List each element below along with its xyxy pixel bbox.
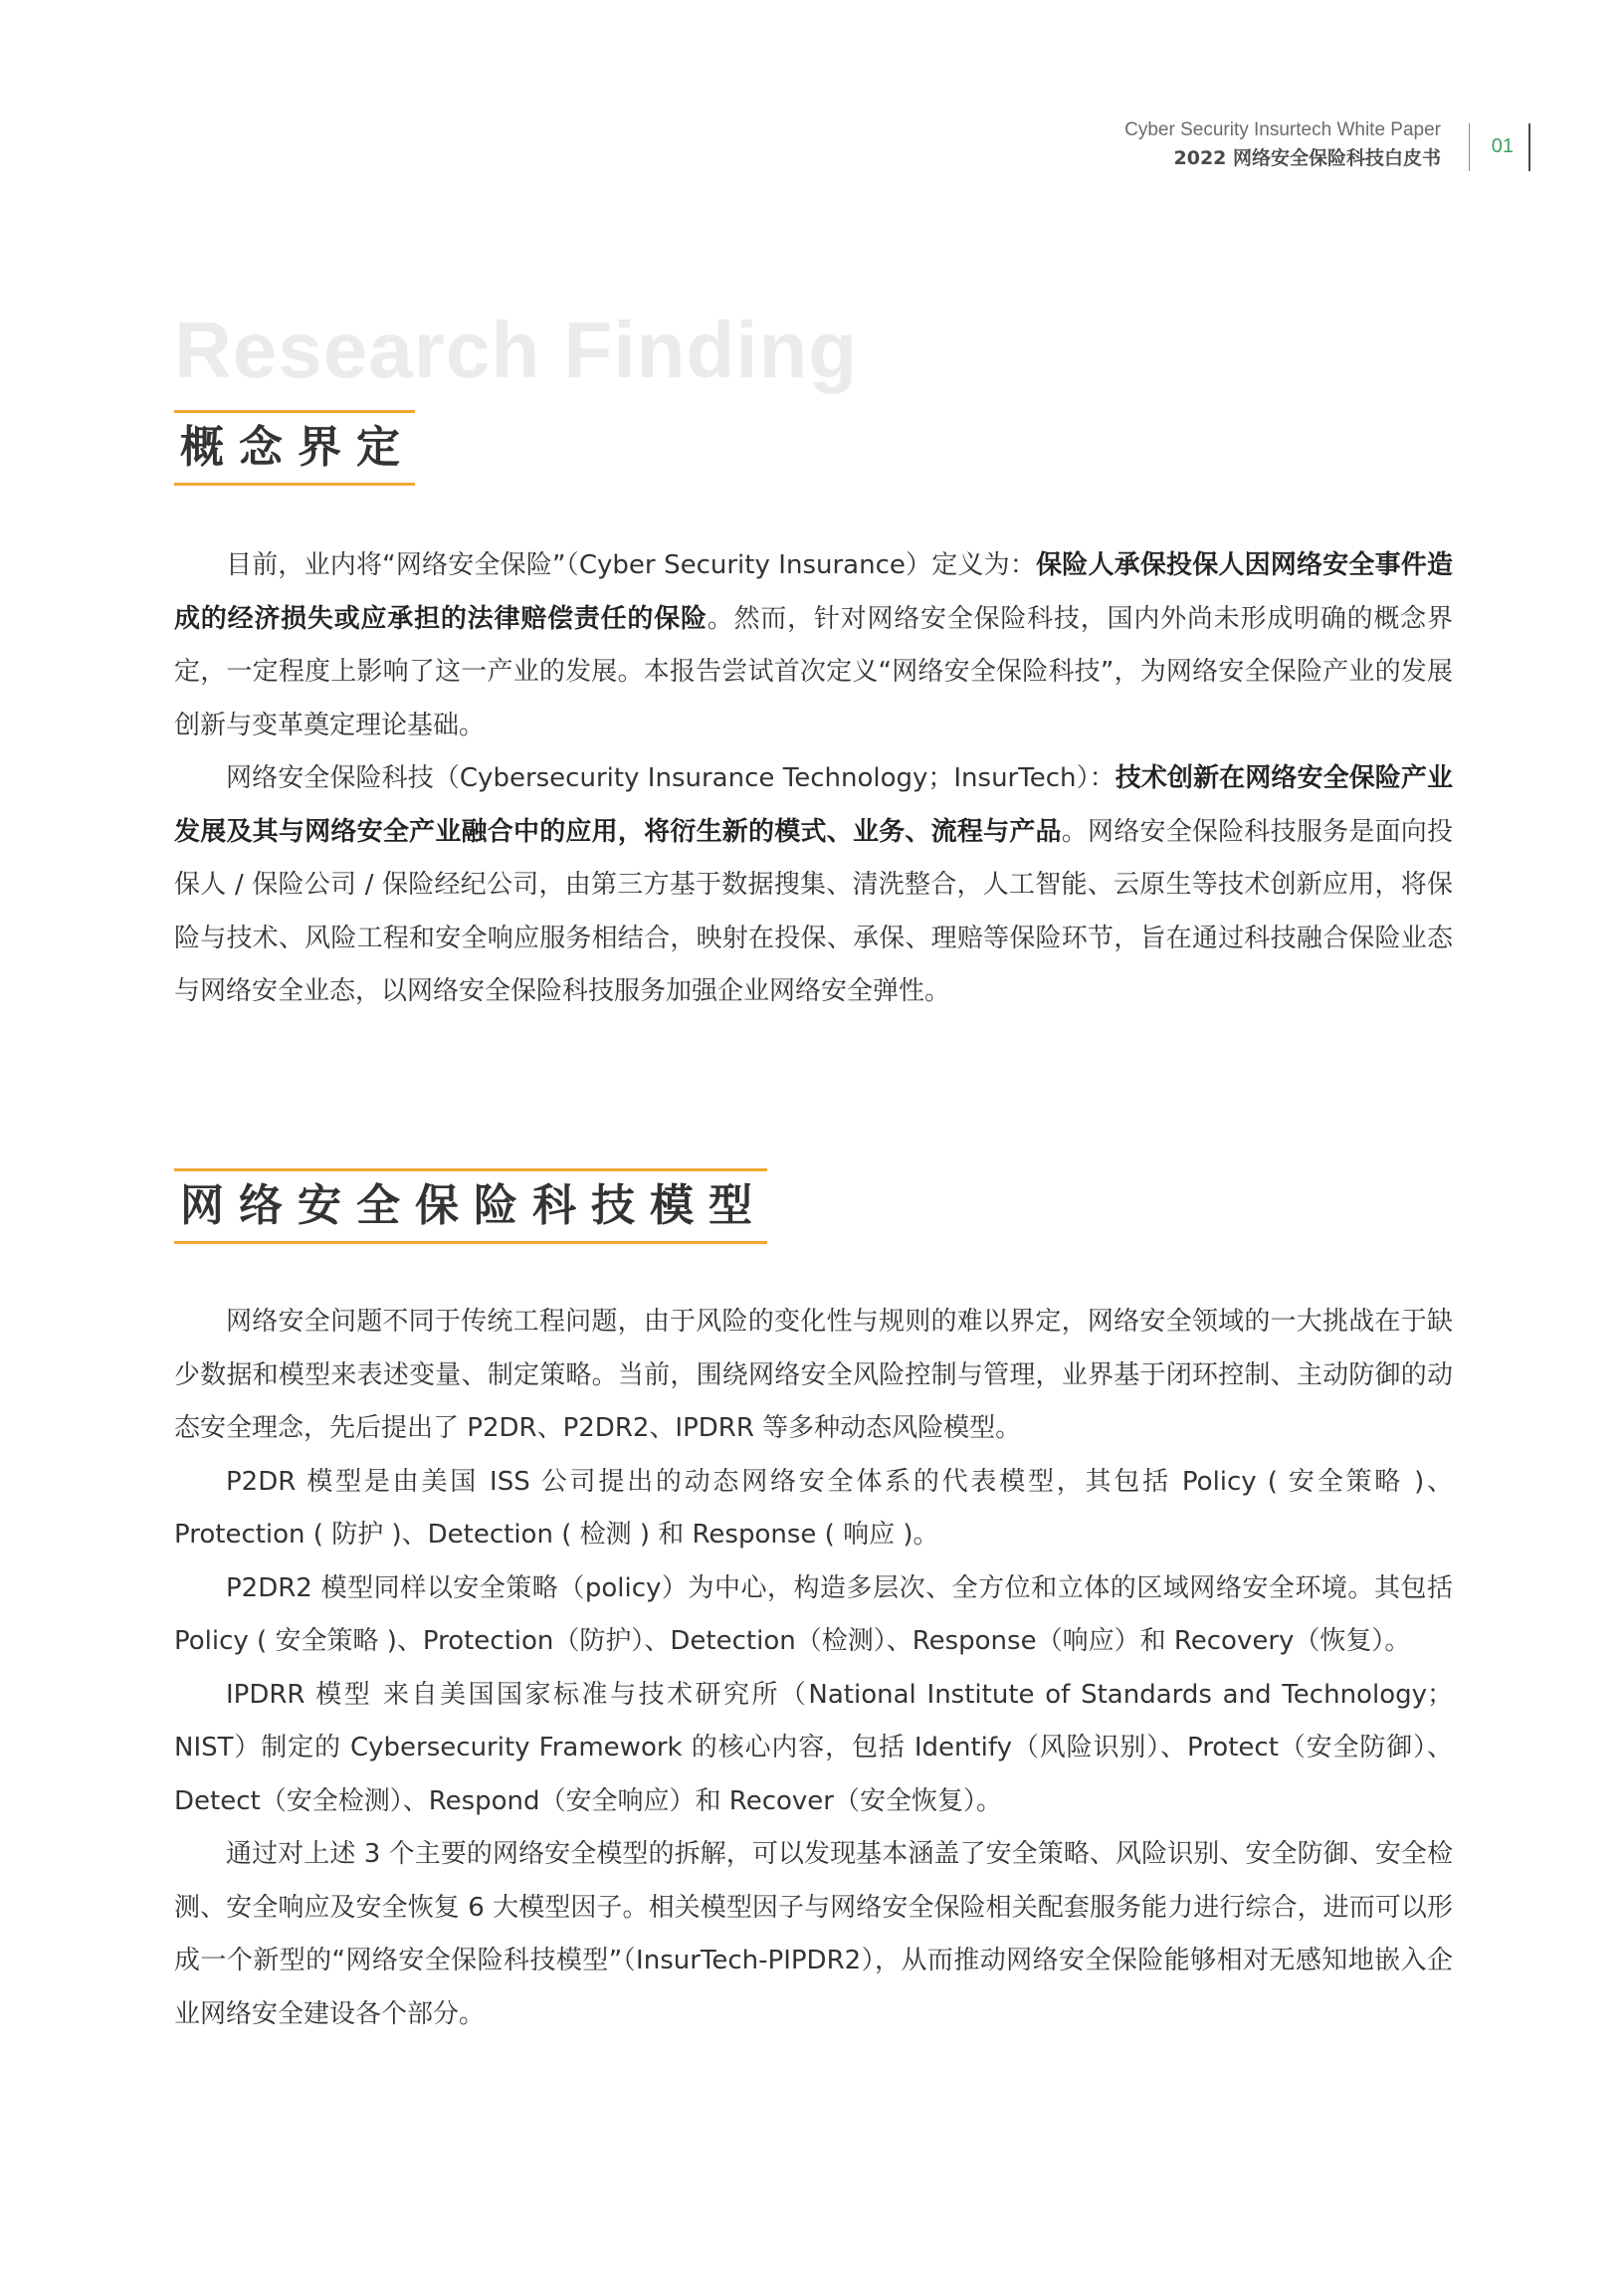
model-section-body [174,1296,1453,2041]
text-run: 目前，业内将“网络安全保险”（Cyber Security Insurance）定义为： [226,550,1037,580]
bold-text-run: 保险人承保投保人因网络安全事件造成的经济损失或应承担的法律赔偿责任的保险 [174,550,1453,634]
header-chinese-title: 2022 网络安全保险科技白皮书 [1173,147,1441,169]
page-number: 01 [1491,135,1514,157]
page-header [1124,117,1441,173]
paragraph [174,539,1453,752]
section-title-model: 网络安全保险科技模型 [174,1168,767,1244]
header-divider [1469,123,1470,171]
section-watermark: Research Finding [174,306,859,394]
section-title-concept: 概念界定 [174,410,415,486]
paragraph: P2DR 模型是由美国 ISS 公司提出的动态网络安全体系的代表模型，其包括 Policy ( 安全策略 )、Protection ( 防护 )、Detection ( 检测 ) 和 Response ( 响应 )。 [174,1466,1453,1550]
concept-section-body [174,539,1453,1019]
text-run: 。网络安全保险科技服务是面向投保人 / 保险公司 / 保险经纪公司，由第三方基于数据搜集、清洗整合，人工智能、云原生等技术创新应用，将保险与技术、风险工程和安全响应服务相结合，映射在投保、承保、理赔等保险环节，旨在通过科技融合保险业态与网络安全业态，以网络安全保险科技服务加强企业网络安全弹性。 [174,816,1453,1006]
bold-text-run: 技术创新在网络安全保险产业发展及其与网络安全产业融合中的应用，将衍生新的模式、业务、流程与产品 [174,763,1453,847]
text-run: 。然而，针对网络安全保险科技，国内外尚未形成明确的概念界定，一定程度上影响了这一产业的发展。本报告尝试首次定义“网络安全保险科技”，为网络安全保险产业的发展创新与变革奠定理论基础。 [174,603,1453,740]
paragraph [174,752,1453,1019]
paragraph: P2DR2 模型同样以安全策略（policy）为中心，构造多层次、全方位和立体的区域网络安全环境。其包括 Policy ( 安全策略 )、Protection（防护）、Detection（检测）、Response（响应）和 Recovery（恢复）。 [174,1572,1453,1656]
paragraph: IPDRR 模型 来自美国国家标准与技术研究所（National Institute of Standards and Technology；NIST）制定的 Cybersecurity Framework 的核心内容，包括 Identify（风险识别）、Protect（安全防御）、Detect（安全检测）、Respond（安全响应）和 Recover（安全恢复）。 [174,1679,1453,1816]
paragraph: 网络安全问题不同于传统工程问题，由于风险的变化性与规则的难以界定，网络安全领域的一大挑战在于缺少数据和模型来表述变量、制定策略。当前，围绕网络安全风险控制与管理，业界基于闭环控制、主动防御的动态安全理念，先后提出了 P2DR、P2DR2、IPDRR 等多种动态风险模型。 [174,1307,1453,1443]
text-run: 网络安全保险科技（Cybersecurity Insurance Technology；InsurTech）： [226,763,1116,793]
header-right-rule [1528,123,1530,171]
header-english-title: Cyber Security Insurtech White Paper [1124,119,1441,140]
paragraph: 通过对上述 3 个主要的网络安全模型的拆解，可以发现基本涵盖了安全策略、风险识别、安全防御、安全检测、安全响应及安全恢复 6 大模型因子。相关模型因子与网络安全保险相关配套服务能力进行综合，进而可以形成一个新型的“网络安全保险科技模型”（InsurTech-PIPDR2），从而推动网络安全保险能够相对无感知地嵌入企业网络安全建设各个部分。 [174,1839,1453,2029]
